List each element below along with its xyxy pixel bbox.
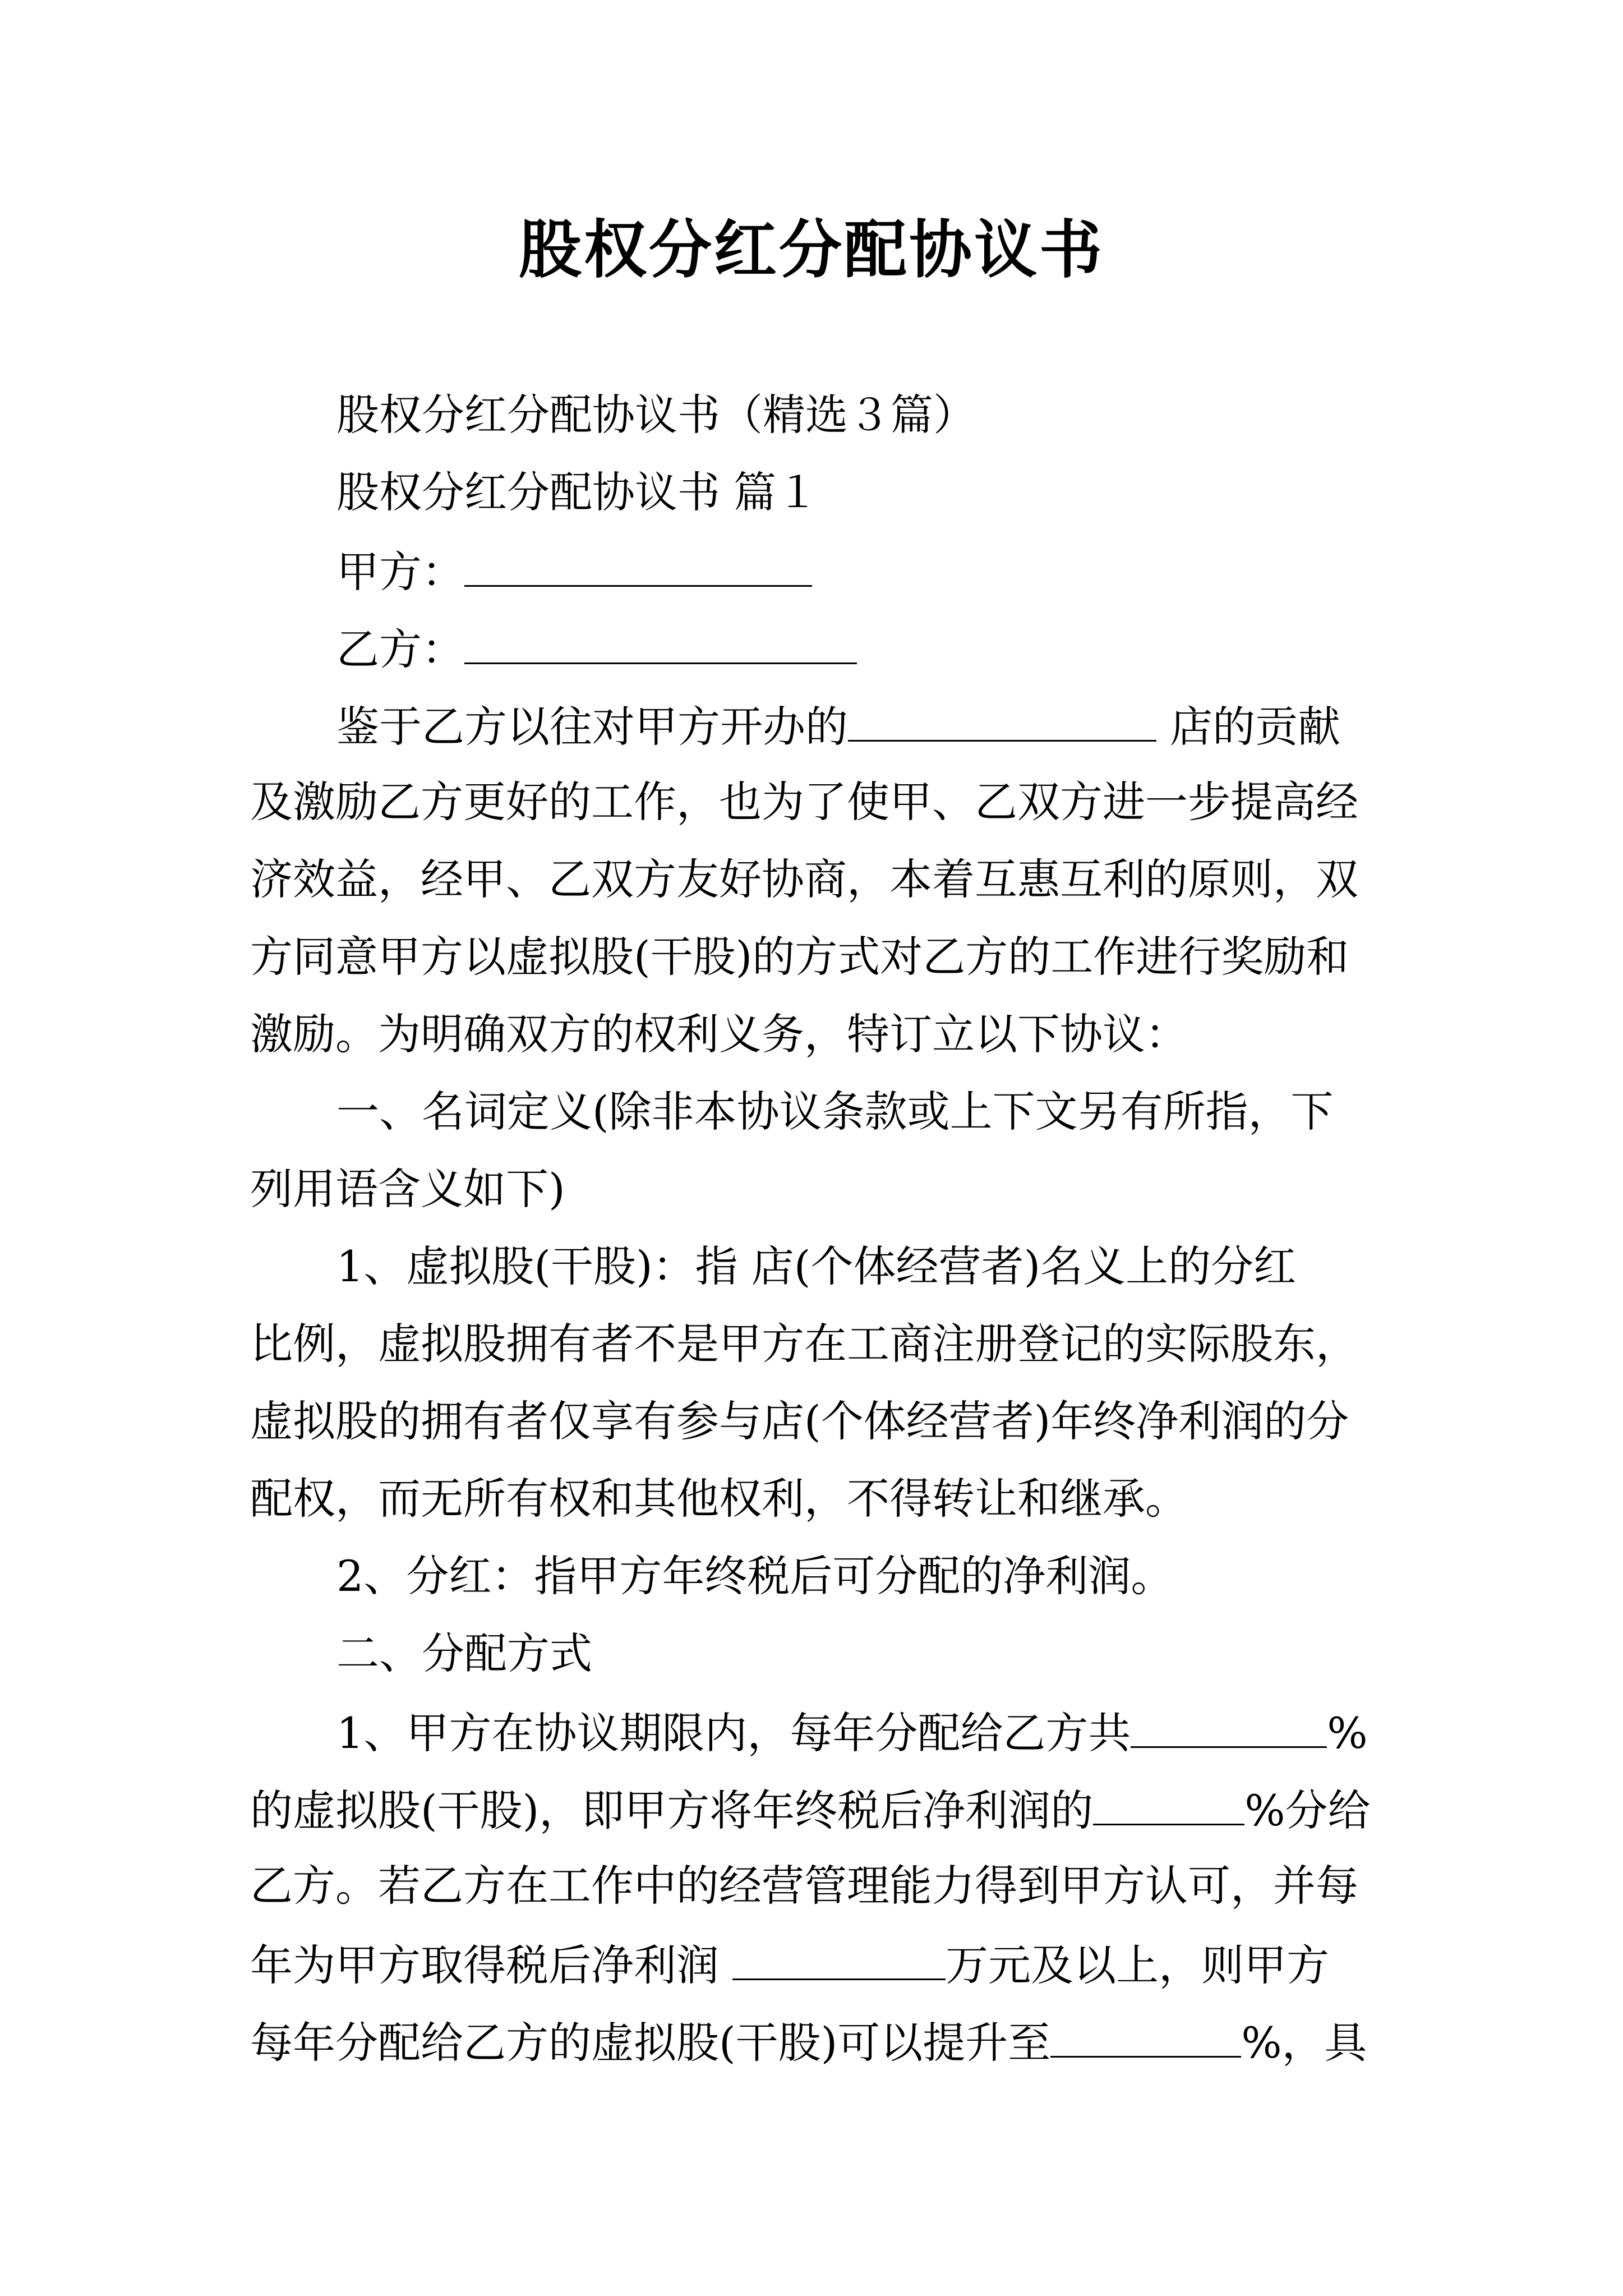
paragraph-line: 方同意甲方以虚拟股(干股)的方式对乙方的工作进行奖励和 (250, 932, 1349, 982)
party-b-label: 乙方： (336, 624, 464, 674)
paragraph-line (250, 2013, 1367, 2071)
amount-blank (732, 1935, 946, 1980)
paragraph-line: 济效益，经甲、乙双方友好协商，本着互惠互利的原则，双 (250, 854, 1358, 904)
paragraph-line: 虚拟股的拥有者仅享有参与店(个体经营者)年终净利润的分 (250, 1396, 1349, 1446)
section-one-heading: 一、名词定义(除非本协议条款或上下文另有所指，下 (336, 1087, 1334, 1137)
paragraph-line: 列用语含义如下) (250, 1164, 565, 1214)
definition-1: 1、虚拟股(干股)：指 店(个体经营者)名义上的分红 (336, 1241, 1297, 1291)
paragraph-line (250, 1780, 1371, 1839)
text-segment: % (1327, 1708, 1368, 1758)
section-two-heading: 二、分配方式 (336, 1628, 592, 1678)
text-segment: 1、甲方在协议期限内，每年分配给乙方共 (336, 1708, 1131, 1758)
text-segment: 店的贡献 (1156, 702, 1341, 752)
text-segment: 鉴于乙方以往对甲方开办的 (336, 702, 848, 752)
document-title: 股权分红分配协议书 (519, 213, 1104, 287)
text-segment: %分给 (1244, 1786, 1371, 1835)
paragraph-line: 激励。为明确双方的权利义务，特订立以下协议： (250, 1009, 1188, 1059)
section-heading: 股权分红分配协议书 篇１ (336, 467, 819, 517)
text-segment: 万元及以上，则甲方 (946, 1940, 1330, 1990)
paragraph-line (336, 1703, 1368, 1761)
percent-blank (1050, 2013, 1241, 2058)
paragraph-line: 比例，虚拟股拥有者不是甲方在工商注册登记的实际股东， (250, 1319, 1358, 1369)
subtitle: 股权分红分配协议书（精选３篇） (336, 390, 976, 440)
text-segment: %，具 (1241, 2018, 1367, 2068)
paragraph-line (250, 1935, 1329, 1994)
text-segment: 的虚拟股(干股)，即甲方将年终税后净利润的 (250, 1786, 1094, 1835)
paragraph-line: 及激励乙方更好的工作，也为了使甲、乙双方进一步提高经 (250, 777, 1358, 827)
text-segment: 每年分配给乙方的虚拟股(干股)可以提升至 (250, 2018, 1051, 2068)
party-b-line (336, 619, 857, 678)
paragraph-line: 乙方。若乙方在工作中的经营管理能力得到甲方认可，并每 (250, 1861, 1358, 1911)
text-segment: 年为甲方取得税后净利润 (250, 1940, 733, 1990)
percent-blank (1131, 1703, 1327, 1748)
party-a-label: 甲方： (336, 547, 464, 597)
store-name-blank (848, 697, 1156, 742)
party-a-line (336, 542, 812, 600)
paragraph-line: 配权，而无所有权和其他权利，不得转让和继承。 (250, 1474, 1188, 1524)
party-b-blank (464, 619, 857, 664)
paragraph-line (336, 697, 1340, 755)
percent-blank (1093, 1780, 1244, 1825)
party-a-blank (464, 542, 812, 587)
definition-2: 2、分红：指甲方年终税后可分配的净利润。 (336, 1551, 1174, 1601)
